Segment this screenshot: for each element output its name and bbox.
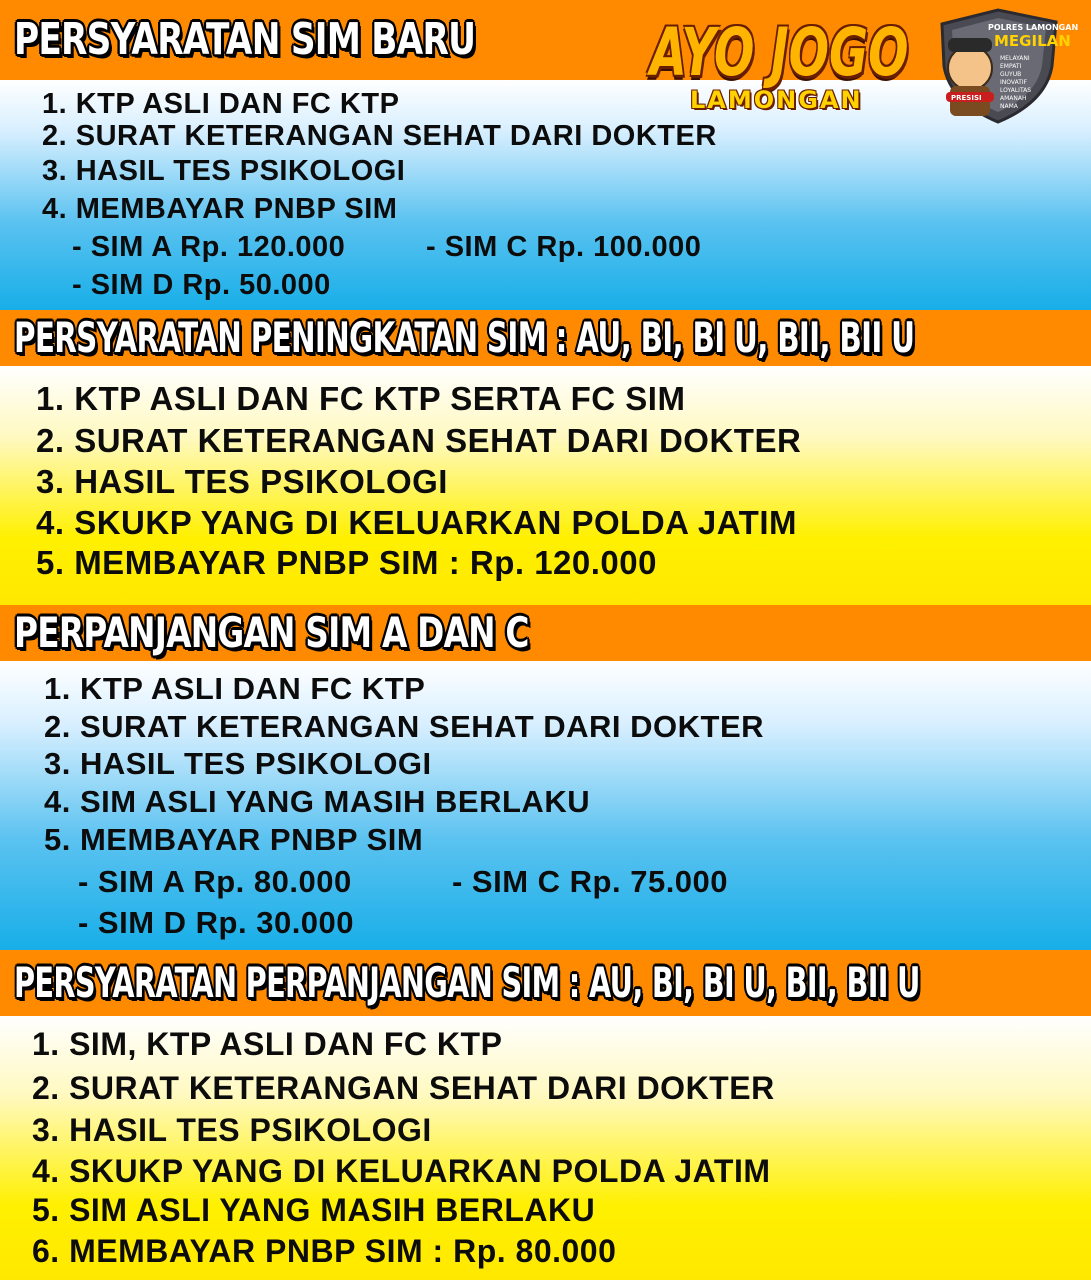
badge-list-item: EMPATI xyxy=(1000,63,1022,70)
list-item: 4. SIM ASLI YANG MASIH BERLAKU xyxy=(44,784,591,819)
badge-tag-text: PRESISI xyxy=(951,94,982,102)
list-item: 4. SKUKP YANG DI KELUARKAN POLDA JATIM xyxy=(36,504,797,541)
badge-list-item: NAMA xyxy=(1000,103,1018,110)
fee-sim-c: - SIM C Rp. 75.000 xyxy=(452,864,729,899)
fee-sim-d: - SIM D Rp. 30.000 xyxy=(78,905,355,940)
badge-top-text: POLRES LAMONGAN xyxy=(988,23,1079,32)
list-item: 3. HASIL TES PSIKOLOGI xyxy=(36,463,448,500)
list-item: 3. HASIL TES PSIKOLOGI xyxy=(44,746,432,781)
section-header xyxy=(0,950,1091,1016)
list-item: 6. MEMBAYAR PNBP SIM : Rp. 80.000 xyxy=(32,1233,617,1269)
badge-list-item: INOVATIF xyxy=(1000,79,1028,86)
section-perpanjangan-umum xyxy=(0,950,1091,1280)
list-item: 1. KTP ASLI DAN FC KTP xyxy=(42,88,400,120)
badge-list-item: MELAYANI xyxy=(1000,55,1030,62)
fee-sim-a: - SIM A Rp. 120.000 xyxy=(72,231,346,263)
badge-name-text: MEGILAN xyxy=(994,32,1071,50)
list-item: 2. SURAT KETERANGAN SEHAT DARI DOKTER xyxy=(42,120,717,152)
section-perpanjangan-a-c xyxy=(0,605,1091,950)
section-title: PERSYARATAN SIM BARU xyxy=(14,14,476,65)
section-body xyxy=(0,661,1091,950)
list-item: 5. MEMBAYAR PNBP SIM : Rp. 120.000 xyxy=(36,544,657,581)
section-peningkatan xyxy=(0,310,1091,605)
list-item: 2. SURAT KETERANGAN SEHAT DARI DOKTER xyxy=(36,422,802,459)
list-item: 2. SURAT KETERANGAN SEHAT DARI DOKTER xyxy=(32,1070,775,1106)
ayo-jogo-logo xyxy=(650,14,909,124)
lamongan-text: LAMONGAN xyxy=(690,86,863,114)
list-item: 3. HASIL TES PSIKOLOGI xyxy=(32,1112,432,1148)
badge-list-item: AMANAH xyxy=(1000,95,1027,102)
megilan-badge xyxy=(928,6,1079,126)
list-item: 1. KTP ASLI DAN FC KTP xyxy=(44,671,426,706)
fee-sim-c: - SIM C Rp. 100.000 xyxy=(426,231,702,263)
list-item: 4. MEMBAYAR PNBP SIM xyxy=(42,193,398,225)
fee-sim-a: - SIM A Rp. 80.000 xyxy=(78,864,352,899)
list-item: 5. MEMBAYAR PNBP SIM xyxy=(44,822,424,857)
section-title: PERPANJANGAN SIM A DAN C xyxy=(14,608,529,657)
section-title: PERSYARATAN PENINGKATAN SIM : AU, BI, BI U, BII, BII U xyxy=(14,313,915,362)
section-header xyxy=(0,605,1091,661)
badge-list-item: GUYUB xyxy=(1000,71,1022,78)
section-body xyxy=(0,366,1091,605)
list-item: 2. SURAT KETERANGAN SEHAT DARI DOKTER xyxy=(44,709,765,744)
section-body xyxy=(0,1016,1091,1280)
badge-list-item: LOYALITAS xyxy=(1000,87,1032,94)
section-title: PERSYARATAN PERPANJANGAN SIM : AU, BI, BI U, BII, BII U xyxy=(14,958,920,1007)
list-item: 3. HASIL TES PSIKOLOGI xyxy=(42,155,406,187)
list-item: 5. SIM ASLI YANG MASIH BERLAKU xyxy=(32,1192,596,1228)
fee-sim-d: - SIM D Rp. 50.000 xyxy=(72,269,331,301)
list-item: 1. SIM, KTP ASLI DAN FC KTP xyxy=(32,1026,503,1062)
list-item: 4. SKUKP YANG DI KELUARKAN POLDA JATIM xyxy=(32,1153,771,1189)
list-item: 1. KTP ASLI DAN FC KTP SERTA FC SIM xyxy=(36,380,686,417)
section-header xyxy=(0,310,1091,366)
ayo-jogo-text: AYO JOGO xyxy=(650,14,909,91)
megilan-badge-icon xyxy=(928,6,1079,126)
